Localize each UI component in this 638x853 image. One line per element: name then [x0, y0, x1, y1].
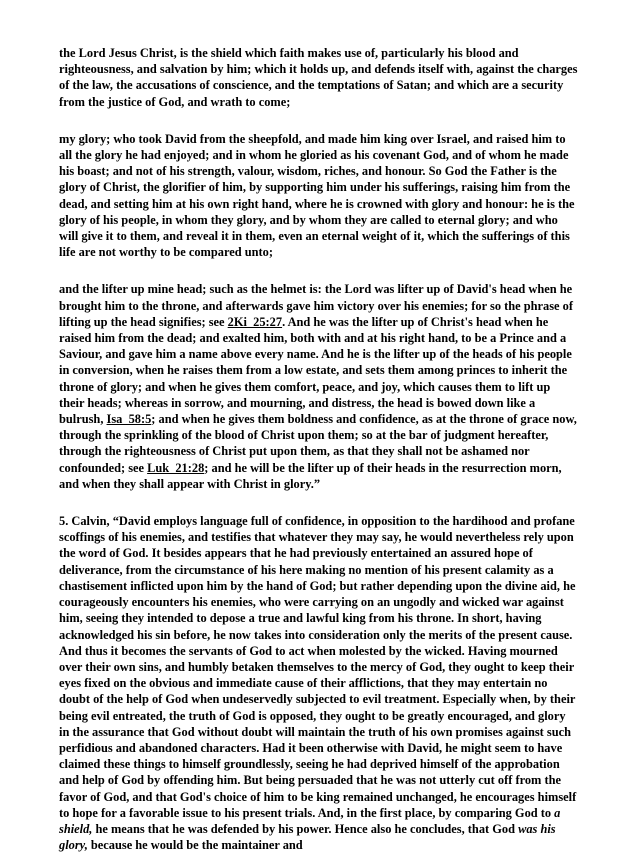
paragraph-my-glory [59, 131, 578, 261]
paragraph-text: 5. Calvin, “David employs language full of confidence, in opposition to the hardihood and profane scoffings of his enemies, and testifies that whatever they may say, he would nevertheless rely upon the word of God. It besides appears that he had previously entertained an assured hope of deliverance, from the circumstance of his here making no mention of his present calamity as a chastisement inflicted upon him by the hand of God; but rather depending upon the divine aid, he courageously encounters his enemies, who were carrying on an ungodly and wicked war against him, seeing they intended to depose a true and lawful king from his throne. In short, having acknowledged his sin before, he now takes into consideration only the merits of the present cause. And thus it becomes the servants of God to act when molested by the wicked. Having mourned over their own sins, and humbly betaken themselves to the mercy of God, they ought to keep their eyes fixed on the obvious and immediate cause of their afflictions, that they may entertain no doubt of the help of God when undeservedly subjected to evil treatment. Especially when, by their being evil entreated, the truth of God is opposed, they ought to be greatly encouraged, and glory in the assurance that God without doubt will maintain the truth of his own promises against such perfidious and abandoned characters. Had it been otherwise with David, he might seem to have claimed these things to himself groundlessly, seeing he had deprived himself of the approbation and help of God by offending him. But being persuaded that he was not utterly cut off from the favor of God, and that God's choice of him to be king remained unchanged, he encourages himself to hope for a favorable issue to his present trials. And, in the first place, by comparing God to [59, 514, 577, 820]
paragraph-text: because he would be the maintainer and [87, 838, 303, 853]
paragraph-text: and the lifter up mine head; such as the helmet is: the Lord was lifter up of David's head when he brought him to the throne, and afterwards gave him victory over his enemies; for so the phrase of lifting up the head signifies; see [59, 282, 573, 329]
paragraph-text: ; and when he gives them boldness and confidence, as at the throne of grace now, through the sprinkling of the blood of Christ upon them; so at the bar of judgment hereafter, through the righteousness of Christ put upon them, as that they shall not be ashamed nor confounded; see [59, 412, 577, 475]
scripture-link-luk-21-28[interactable]: Luk_21:28 [147, 460, 205, 475]
paragraph-text: ; and he will be the lifter up of their heads in the resurrection morn, and when they shall appear with Christ in glory.” [59, 460, 562, 491]
scripture-link-2ki-25-27[interactable]: 2Ki_25:27 [227, 314, 283, 329]
emphasis-a-shield: a shield, [59, 805, 561, 836]
paragraph-text: . And he was the lifter up of Christ's head when he raised him from the dead; and exalted him, both with and at his right hand, to be a Prince and a Saviour, and gave him a name above every name. And he is the lifter up of the heads of his people in conversion, when he raises them from a low estate, and sets them among princes to inherit the throne of glory; and when he gives them comfort, peace, and joy, which causes them to lift up their heads; whereas in sorrow, and mourning, and distress, the head is bowed down like a bulrush, [59, 314, 572, 427]
scripture-link-isa-58-5[interactable]: Isa_58:5 [106, 412, 152, 427]
emphasis-was-his-glory: was his glory, [59, 821, 556, 853]
paragraph-text: the Lord Jesus Christ, is the shield which faith makes use of, particularly his blood and righteousness, and salvation by him; which it holds up, and defends itself with, against the charges of the law, the accusations of conscience, and the temptations of Satan; and which are a security from the justice of God, and wrath to come; [59, 46, 578, 109]
paragraph-shield [59, 45, 578, 110]
paragraph-lifter-up [59, 281, 578, 492]
paragraph-text: he means that he was defended by his power. Hence also he concludes, that God [92, 821, 519, 836]
paragraph-calvin [59, 513, 578, 853]
paragraph-text: my glory; who took David from the sheepfold, and made him king over Israel, and raised him to all the glory he had enjoyed; and in whom he gloried as his covenant God, and of whom he made his boast; and not of his strength, valour, wisdom, riches, and honour. So God the Father is the glory of Christ, the glorifier of him, by supporting him under his sufferings, raising him from the dead, and setting him at his own right hand, where he is crowned with glory and honour: he is the glory of his people, in whom they glory, and by whom they are called to eternal glory; and who will give it to them, and reveal it in them, even an eternal weight of it, which the sufferings of this life are not worthy to be compared unto; [59, 131, 575, 260]
